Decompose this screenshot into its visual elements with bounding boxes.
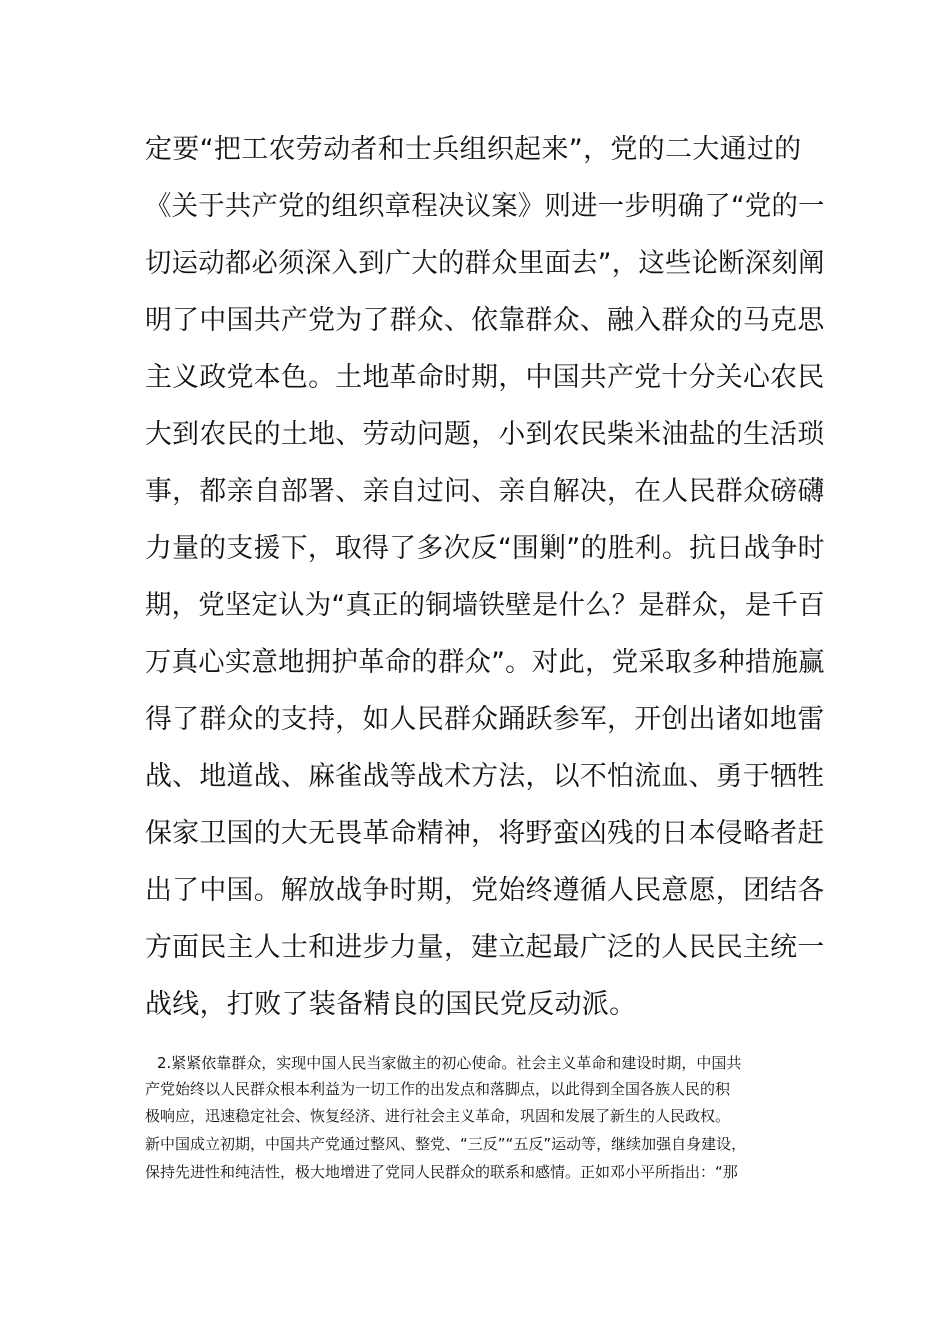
body-line: 战、地道战、麻雀战等战术方法，以不怕流血、勇于牺牲 <box>145 761 825 792</box>
body-line: 保家卫国的大无畏革命精神，将野蛮凶残的日本侵略者赶 <box>145 818 825 849</box>
body-line: 切运动都必须深入到广大的群众里面去”，这些论断深刻阐 <box>145 248 825 279</box>
body-line: 《关于共产党的组织章程决议案》则进一步明确了“党的一 <box>145 191 825 222</box>
body-line: 定要“把工农劳动者和士兵组织起来”，党的二大通过的 <box>145 134 802 165</box>
section-2-line: 2.紧紧依靠群众，实现中国人民当家做主的初心使命。社会主义革命和建设时期，中国共 <box>157 1054 742 1072</box>
section-2-line: 新中国成立初期，中国共产党通过整风、整党、“三反”“五反”运动等，继续加强自身建设， <box>145 1135 747 1153</box>
body-line: 方面民主人士和进步力量，建立起最广泛的人民民主统一 <box>145 932 825 963</box>
body-line: 事，都亲自部署、亲自过问、亲自解决，在人民群众磅礴 <box>145 476 825 507</box>
body-line: 得了群众的支持，如人民群众踊跃参军，开创出诸如地雷 <box>145 704 825 735</box>
body-line: 明了中国共产党为了群众、依靠群众、融入群众的马克思 <box>145 305 825 336</box>
section-2-line: 产党始终以人民群众根本利益为一切工作的出发点和落脚点，以此得到全国各族人民的积 <box>145 1080 731 1098</box>
section-2-line: 极响应，迅速稳定社会、恢复经济、进行社会主义革命，巩固和发展了新生的人民政权。 <box>145 1107 731 1125</box>
section-2-line: 保持先进性和纯洁性，极大地增进了党同人民群众的联系和感情。正如邓小平所指出：“那 <box>145 1163 738 1181</box>
body-line: 主义政党本色。土地革命时期，中国共产党十分关心农民 <box>145 362 825 393</box>
body-line: 出了中国。解放战争时期，党始终遵循人民意愿，团结各 <box>145 875 825 906</box>
body-line: 期，党坚定认为“真正的铜墙铁壁是什么？是群众，是千百 <box>145 590 825 621</box>
body-line: 万真心实意地拥护革命的群众”。对此，党采取多种措施赢 <box>145 647 825 678</box>
body-line: 力量的支援下，取得了多次反“围剿”的胜利。抗日战争时 <box>145 533 825 564</box>
body-line: 大到农民的土地、劳动问题，小到农民柴米油盐的生活琐 <box>145 419 825 450</box>
body-line: 战线，打败了装备精良的国民党反动派。 <box>145 989 637 1020</box>
